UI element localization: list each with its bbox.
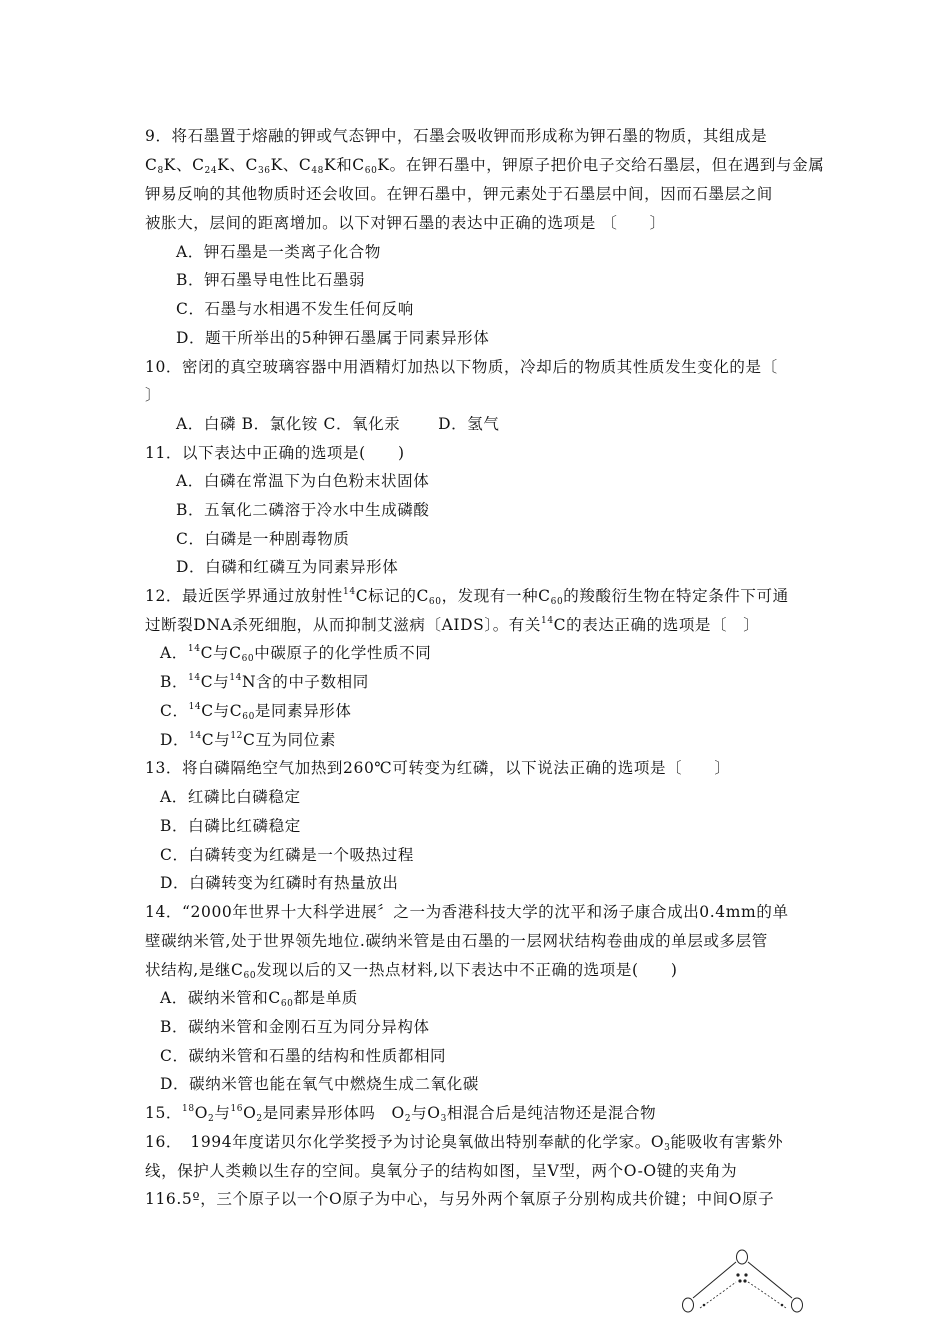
q10-options: A．白磷 B．氯化铵 C．氧化汞 D．氢气 (176, 415, 500, 433)
left-delocalized-arc (700, 1282, 736, 1308)
q13-option-b: B．白磷比红磷稳定 (160, 817, 301, 835)
q12-option-a: A．$^{14}$C与$C_{60}$中碳原子的化学性质不同 (160, 644, 432, 664)
q15-stem: 15．$^{18}O_2$与$^{16}O_2$是同素异形体吗 $O_2$与$O_3$相混合后是纯洁物还是混合物 (145, 1104, 657, 1124)
q13-option-c: C．白磷转变为红磷是一个吸热过程 (160, 846, 414, 864)
q14-option-b: B．碳纳米管和金刚石互为同分异构体 (160, 1018, 430, 1036)
q16-line3: 116.5º，三个原子以一个O原子为中心，与另外两个氧原子分别构成共价键；中间O原子 (145, 1190, 775, 1208)
q12-option-b: B．$^{14}$C与$^{14}$N含的中子数相同 (160, 673, 369, 691)
q9-option-a: A．钾石墨是一类离子化合物 (176, 243, 381, 261)
ozone-molecule-figure (680, 1248, 810, 1318)
q9-line4: 被胀大，层间的距离增加。以下对钾石墨的表达中正确的选项是 〔 〕 (145, 214, 666, 232)
q12-line1: 12．最近医学界通过放射性$^{14}$C标记的$C_{60}$，发现有一种$C_{60}$的羧酸衍生物在特定条件下可通 (145, 587, 789, 607)
q11-option-c: C．白磷是一种剧毒物质 (176, 530, 350, 548)
electron-dot (743, 1279, 746, 1282)
q9-option-c: C．石墨与水相遇不发生任何反响 (176, 300, 414, 318)
right-delocalized-arc (748, 1282, 786, 1308)
q16-line2: 线，保护人类赖以生存的空间。臭氧分子的结构如图，呈V型，两个O-O键的夹角为 (145, 1162, 738, 1180)
q14-option-d: D．碳纳米管也能在氧气中燃烧生成二氧化碳 (160, 1075, 479, 1093)
q14-line1: 14．“2000年世界十大科学进展〞之一为香港科技大学的沈平和汤子康合成出0.4mm的单 (145, 903, 789, 921)
q14-option-c: C．碳纳米管和石墨的结构和性质都相同 (160, 1047, 447, 1065)
electron-dot (703, 1304, 706, 1307)
q9-line2: $C_8K$、$C_{24}K$、$C_{36}K$、$C_{48}K$和$C_{60}K$。在钾石墨中，钾原子把价电子交给石墨层，但在遇到与金属 (145, 156, 825, 176)
right-oxygen-atom (792, 1298, 803, 1312)
q16-line1: 16． 1994年度诺贝尔化学奖授予为讨论臭氧做出特别奉献的化学家。$O_3$能吸收有害紫外 (145, 1133, 784, 1153)
q10-line1: 10．密闭的真空玻璃容器中用酒精灯加热以下物质，冷却后的物质其性质发生变化的是〔 (145, 358, 778, 376)
left-bond-line (693, 1262, 736, 1298)
q11-option-b: B．五氧化二磷溶于冷水中生成磷酸 (176, 501, 430, 519)
electron-dot (744, 1273, 747, 1276)
q14-option-a: A．碳纳米管和$C_{60}$都是单质 (160, 989, 358, 1009)
q12-option-d: D．$^{14}$C与$^{12}$C互为同位素 (160, 731, 336, 749)
q11-option-a: A．白磷在常温下为白色粉末状固体 (176, 472, 430, 490)
q13-stem: 13．将白磷隔绝空气加热到260℃可转变为红磷，以下说法正确的选项是〔 〕 (145, 759, 731, 777)
q9-line3: 钾易反响的其他物质时还会收回。在钾石墨中，钾元素处于石墨层中间，因而石墨层之间 (145, 185, 773, 203)
electron-dot (738, 1279, 741, 1282)
q9-line1: 9．将石墨置于熔融的钾或气态钾中，石墨会吸收钾而形成称为钾石墨的物质，其组成是 (145, 127, 768, 145)
electron-dot (736, 1273, 739, 1276)
q11-option-d: D．白磷和红磷互为同素异形体 (176, 558, 399, 576)
q14-line2: 壁碳纳米管,处于世界领先地位.碳纳米管是由石墨的一层网状结构卷曲成的单层或多层管 (145, 932, 768, 950)
q14-line3: 状结构,是继$C_{60}$发现以后的又一热点材料,以下表达中不正确的选项是( ) (145, 961, 678, 981)
q10-line2: 〕 (145, 386, 162, 404)
right-bond-line (748, 1262, 792, 1298)
q13-option-a: A．红磷比白磷稳定 (160, 788, 301, 806)
q9-option-d: D．题干所举出的5种钾石墨属于同素异形体 (176, 329, 490, 347)
q12-option-c: C．$^{14}$C与$C_{60}$是同素异形体 (160, 702, 352, 722)
q13-option-d: D．白磷转变为红磷时有热量放出 (160, 874, 399, 892)
q12-line2: 过断裂DNA杀死细胞，从而抑制艾滋病〔AIDS〕。有关$^{14}$C的表达正确的选项是〔 〕 (145, 616, 760, 634)
electron-dot (781, 1304, 784, 1307)
left-oxygen-atom (683, 1298, 694, 1312)
q11-stem: 11．以下表达中正确的选项是( ) (145, 444, 405, 462)
q9-option-b: B．钾石墨导电性比石墨弱 (176, 271, 366, 289)
central-oxygen-atom (737, 1250, 748, 1264)
